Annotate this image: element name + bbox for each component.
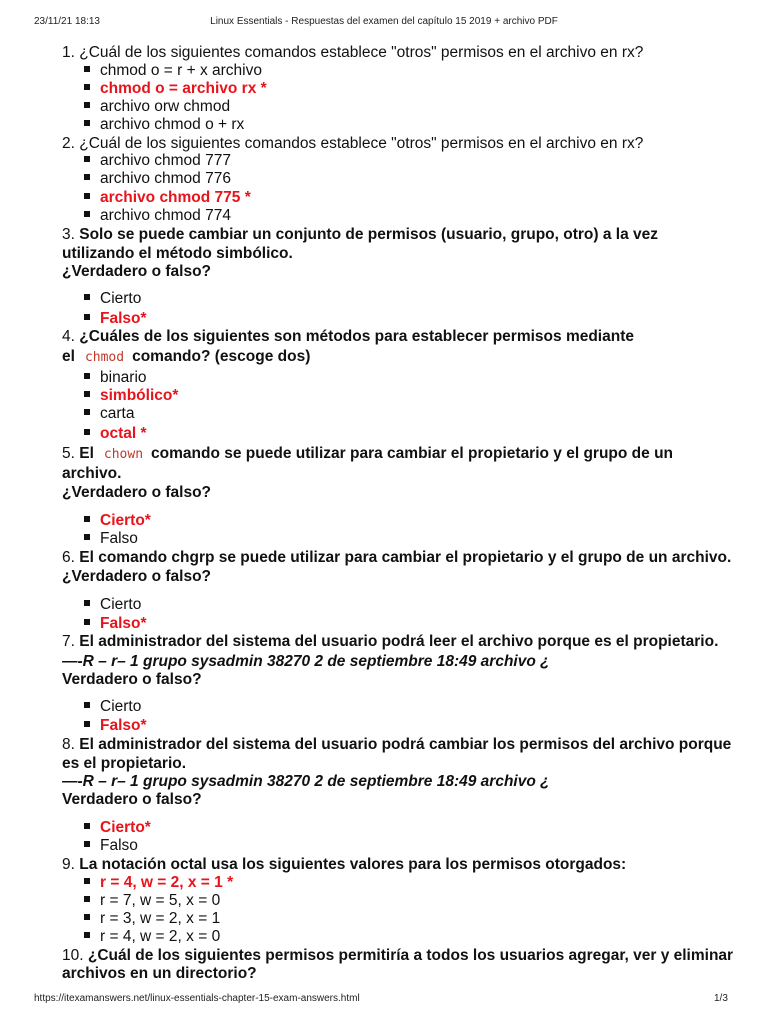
bullet-icon	[84, 211, 90, 217]
bullet-icon	[84, 84, 90, 90]
option-correct: chmod o = archivo rx *	[84, 80, 267, 98]
print-datetime: 23/11/21 18:13	[34, 16, 100, 27]
option: archivo chmod 777	[84, 152, 231, 170]
option-correct: Cierto*	[84, 512, 151, 530]
bullet-icon	[84, 841, 90, 847]
option: binario	[84, 369, 147, 387]
question-7	[62, 633, 718, 651]
bullet-icon	[84, 896, 90, 902]
bullet-icon	[84, 878, 90, 884]
question-2	[62, 135, 643, 153]
question-text-cont: Verdadero o falso?	[62, 791, 202, 808]
bullet-icon	[84, 120, 90, 126]
question-text: ¿Cuál de los siguientes permisos permitiría a todos los usuarios agregar, ver y eliminar	[87, 947, 734, 964]
option: carta	[84, 405, 134, 423]
question-text: El administrador del sistema del usuario podrá leer el archivo porque es el propietario.	[79, 633, 719, 650]
question-text-cont: —-R – r– 1 grupo sysadmin 38270 2 de septiembre 18:49 archivo ¿	[62, 773, 550, 790]
question-9	[62, 856, 626, 874]
question-4	[62, 328, 634, 346]
bullet-icon	[84, 193, 90, 199]
bullet-icon	[84, 534, 90, 540]
question-3	[62, 226, 658, 244]
question-text-cont: utilizando el método simbólico.	[62, 245, 293, 262]
question-text: ¿Cuál de los siguientes comandos establece "otros" permisos en el archivo en rx?	[79, 44, 644, 61]
option-correct: Falso*	[84, 717, 147, 735]
option: r = 7, w = 5, x = 0	[84, 892, 220, 910]
inline-code: chmod	[84, 350, 125, 365]
question-text: ¿Cuáles de los siguientes son métodos para establecer permisos mediante	[79, 328, 634, 345]
question-6	[62, 549, 731, 567]
question-5: 5. El chown comando se puede utilizar para cambiar el propietario y el grupo de un	[62, 445, 673, 462]
question-8	[62, 736, 731, 754]
question-text: La notación octal usa los siguientes valores para los permisos otorgados:	[79, 856, 627, 873]
bullet-icon	[84, 702, 90, 708]
option: Cierto	[84, 290, 141, 308]
question-number: 10.	[62, 947, 84, 964]
question-number: 2.	[62, 135, 75, 152]
bullet-icon	[84, 914, 90, 920]
bullet-icon	[84, 619, 90, 625]
option-correct: octal *	[84, 425, 147, 443]
question-text: El comando chgrp se puede utilizar para cambiar el propietario y el grupo de un archivo.	[79, 549, 732, 566]
question-text-cont: —-R – r– 1 grupo sysadmin 38270 2 de septiembre 18:49 archivo ¿	[62, 653, 550, 670]
option-correct: r = 4, w = 2, x = 1 *	[84, 874, 233, 892]
question-1	[62, 44, 643, 62]
question-text-cont: archivo.	[62, 465, 122, 482]
bullet-icon	[84, 66, 90, 72]
question-text: Solo se puede cambiar un conjunto de permisos (usuario, grupo, otro) a la vez	[79, 226, 659, 243]
bullet-icon	[84, 823, 90, 829]
option: r = 4, w = 2, x = 0	[84, 928, 220, 946]
question-text-cont: ¿Verdadero o falso?	[62, 568, 212, 585]
question-number: 1.	[62, 44, 75, 61]
bullet-icon	[84, 429, 90, 435]
question-text: ¿Cuál de los siguientes comandos establece "otros" permisos en el archivo en rx?	[79, 135, 644, 152]
question-text-cont: ¿Verdadero o falso?	[62, 263, 212, 280]
question-text: El administrador del sistema del usuario podrá cambiar los permisos del archivo porque	[79, 736, 732, 753]
question-10	[62, 947, 733, 965]
option: Cierto	[84, 596, 141, 614]
bullet-icon	[84, 156, 90, 162]
bullet-icon	[84, 314, 90, 320]
question-text-cont: es el propietario.	[62, 755, 187, 772]
bullet-icon	[84, 932, 90, 938]
option: Falso	[84, 837, 138, 855]
question-number: 3.	[62, 226, 75, 243]
option: Cierto	[84, 698, 141, 716]
question-number: 4.	[62, 328, 75, 345]
option-correct: archivo chmod 775 *	[84, 189, 251, 207]
print-url: https://itexamanswers.net/linux-essentials-chapter-15-exam-answers.html	[34, 993, 360, 1004]
option: Falso	[84, 530, 138, 548]
bullet-icon	[84, 391, 90, 397]
bullet-icon	[84, 373, 90, 379]
bullet-icon	[84, 102, 90, 108]
option: archivo chmod 774	[84, 207, 231, 225]
bullet-icon	[84, 600, 90, 606]
question-text-cont: ¿Verdadero o falso?	[62, 484, 212, 501]
bullet-icon	[84, 294, 90, 300]
inline-code: chown	[103, 447, 144, 462]
bullet-icon	[84, 721, 90, 727]
bullet-icon	[84, 409, 90, 415]
question-text-cont: Verdadero o falso?	[62, 671, 202, 688]
bullet-icon	[84, 516, 90, 522]
question-number: 9.	[62, 856, 75, 873]
bullet-icon	[84, 174, 90, 180]
question-number: 7.	[62, 633, 75, 650]
question-text-cont: archivos en un directorio?	[62, 965, 257, 982]
option-correct: Falso*	[84, 310, 147, 328]
option-correct: simbólico*	[84, 387, 178, 405]
question-text-cont: el chmod comando? (escoge dos)	[62, 348, 311, 365]
option: r = 3, w = 2, x = 1	[84, 910, 220, 928]
option: archivo chmod 776	[84, 170, 231, 188]
option-correct: Cierto*	[84, 819, 151, 837]
option-correct: Falso*	[84, 615, 147, 633]
option: chmod o = r + x archivo	[84, 62, 262, 80]
option: archivo orw chmod	[84, 98, 230, 116]
option: archivo chmod o + rx	[84, 116, 244, 134]
page-number: 1/3	[714, 993, 728, 1004]
question-number: 6.	[62, 549, 75, 566]
print-title: Linux Essentials - Respuestas del examen del capítulo 15 2019 + archivo PDF	[210, 16, 558, 27]
question-number: 8.	[62, 736, 75, 753]
question-number: 5.	[62, 445, 75, 462]
